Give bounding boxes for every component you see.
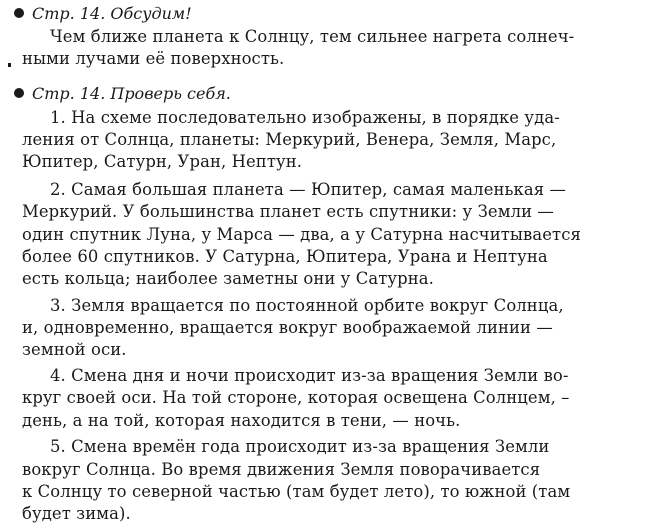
text-line: 1. На схеме последовательно изображены, в порядке уда- — [50, 108, 560, 127]
section-heading-discuss — [14, 4, 192, 24]
text-line: и, одновременно, вращается вокруг воображаемой линии — — [22, 318, 553, 337]
text-line: Юпитер, Сатурн, Уран, Нептун. — [22, 152, 303, 171]
text-line: круг своей оси. На той стороне, которая освещена Солнцем, – — [22, 388, 570, 407]
bullet-icon — [14, 88, 24, 98]
text-line: 4. Смена дня и ночи происходит из-за вращения Земли во- — [50, 366, 569, 385]
text-line: вокруг Солнца. Во время движения Земля поворачивается — [22, 460, 541, 479]
text-line: один спутник Луна, у Марса — два, а у Сатурна насчитывается — [22, 225, 581, 244]
text-line: к Солнцу то северной частью (там будет лето), то южной (там — [22, 482, 571, 501]
text-line: будет зима). — [22, 504, 131, 523]
heading-text: Стр. 14. Проверь себя. — [32, 84, 231, 103]
text-line: 2. Самая большая планета — Юпитер, самая маленькая — — [50, 180, 566, 199]
text-line: более 60 спутников. У Сатурна, Юпитера, Урана и Нептуна — [22, 247, 548, 266]
text-line: ными лучами её поверхность. — [22, 49, 285, 68]
text-line: ления от Солнца, планеты: Меркурий, Венера, Земля, Марс, — [22, 130, 557, 149]
text-line: 3. Земля вращается по постоянной орбите вокруг Солнца, — [50, 296, 564, 315]
bullet-icon — [14, 8, 24, 18]
text-line: Чем ближе планета к Солнцу, тем сильнее нагрета солнеч- — [50, 27, 575, 46]
text-line: есть кольца; наиболее заметны они у Сатурна. — [22, 269, 434, 288]
text-line: день, а на той, которая находится в тени, — ночь. — [22, 411, 461, 430]
text-line: 5. Смена времён года происходит из-за вращения Земли — [50, 437, 550, 456]
heading-text: Стр. 14. Обсудим! — [32, 4, 192, 23]
scan-mark — [8, 63, 11, 67]
section-heading-check-yourself — [14, 84, 231, 104]
text-line: Меркурий. У большинства планет есть спутники: у Земли — — [22, 202, 554, 221]
text-line: земной оси. — [22, 340, 127, 359]
